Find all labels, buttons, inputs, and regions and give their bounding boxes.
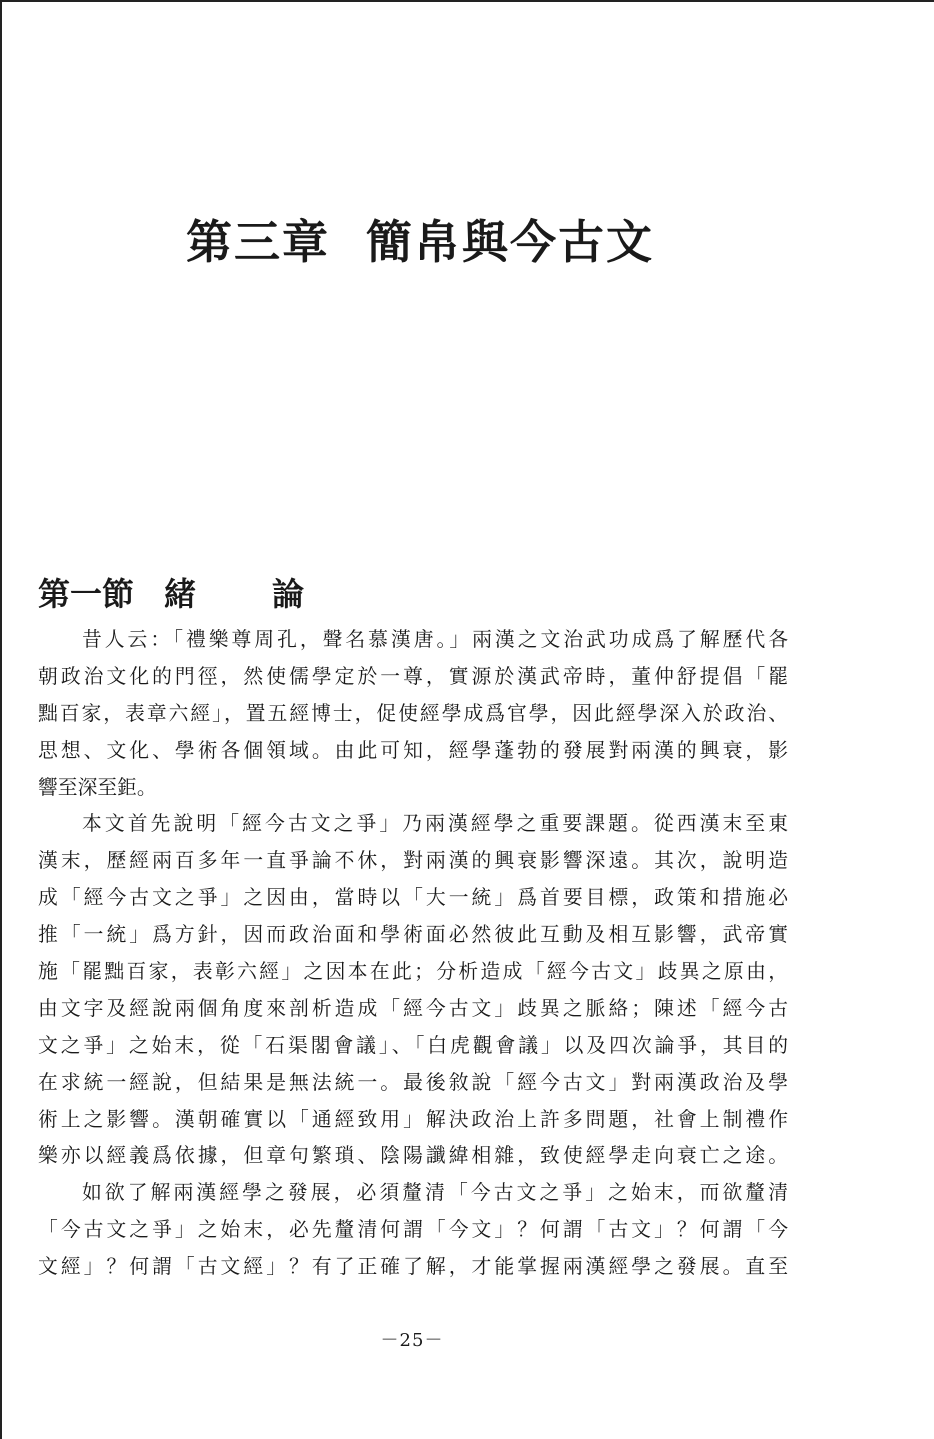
text-line: 文之爭」之始末，從「石渠閣會議」、「白虎觀會議」以及四次論爭，其目的 bbox=[38, 1033, 788, 1057]
text-line: 「今古文之爭」之始末，必先釐清何謂「今文」？何謂「古文」？何謂「今 bbox=[38, 1218, 788, 1242]
body-text bbox=[38, 622, 788, 1286]
page-number: －25－ bbox=[380, 1330, 444, 1351]
paragraph bbox=[38, 806, 788, 1175]
text-line: 黜百家，表章六經」，置五經博士，促使經學成爲官學，因此經學深入於政治、 bbox=[38, 701, 788, 725]
page-top-border bbox=[0, 0, 934, 2]
text-line: 施「罷黜百家，表彰六經」之因本在此；分析造成「經今古文」歧異之原由， bbox=[38, 960, 788, 984]
text-line: 推「一統」爲方針，因而政治面和學術面必然彼此互動及相互影響，武帝實 bbox=[38, 923, 788, 947]
text-line: 響至深至鉅。 bbox=[38, 775, 157, 799]
paragraph bbox=[38, 1175, 788, 1286]
text-line: 朝政治文化的門徑，然使儒學定於一尊，實源於漢武帝時，董仲舒提倡「罷 bbox=[38, 664, 788, 688]
text-line: 如欲了解兩漢經學之發展，必須釐清「今古文之爭」之始末，而欲釐清 bbox=[82, 1181, 788, 1205]
chapter-name: 簡帛與今古文 bbox=[366, 215, 654, 269]
paragraph bbox=[38, 622, 788, 806]
text-line: 本文首先說明「經今古文之爭」乃兩漢經學之重要課題。從西漢末至東 bbox=[82, 812, 788, 836]
text-line: 成「經今古文之爭」之因由，當時以「大一統」爲首要目標，政策和措施必 bbox=[38, 886, 788, 910]
text-line: 術上之影響。漢朝確實以「通經致用」解決政治上許多問題，社會上制禮作 bbox=[38, 1107, 788, 1131]
text-line: 樂亦以經義爲依據，但章句繁瑣、陰陽讖緯相雜，致使經學走向衰亡之途。 bbox=[38, 1144, 788, 1168]
text-line: 思想、文化、學術各個領域。由此可知，經學蓬勃的發展對兩漢的興衰，影 bbox=[38, 738, 788, 762]
chapter-number: 第三章 bbox=[186, 215, 330, 269]
section-title bbox=[38, 570, 326, 618]
text-line: 文經」？何謂「古文經」？有了正確了解，才能掌握兩漢經學之發展。直至 bbox=[38, 1255, 788, 1279]
page-left-border bbox=[0, 0, 2, 1439]
text-line: 昔人云：「禮樂尊周孔，聲名慕漢唐。」兩漢之文治武功成爲了解歷代各 bbox=[82, 628, 788, 651]
section-name: 緒 論 bbox=[164, 575, 327, 613]
text-line: 由文字及經說兩個角度來剖析造成「經今古文」歧異之脈絡；陳述「經今古 bbox=[38, 996, 788, 1020]
section-number: 第一節 bbox=[38, 575, 135, 613]
chapter-title bbox=[186, 212, 654, 272]
text-line: 在求統一經說，但結果是無法統一。最後敘說「經今古文」對兩漢政治及學 bbox=[38, 1070, 788, 1094]
text-line: 漢末，歷經兩百多年一直爭論不休，對兩漢的興衰影響深遠。其次，說明造 bbox=[38, 849, 788, 873]
